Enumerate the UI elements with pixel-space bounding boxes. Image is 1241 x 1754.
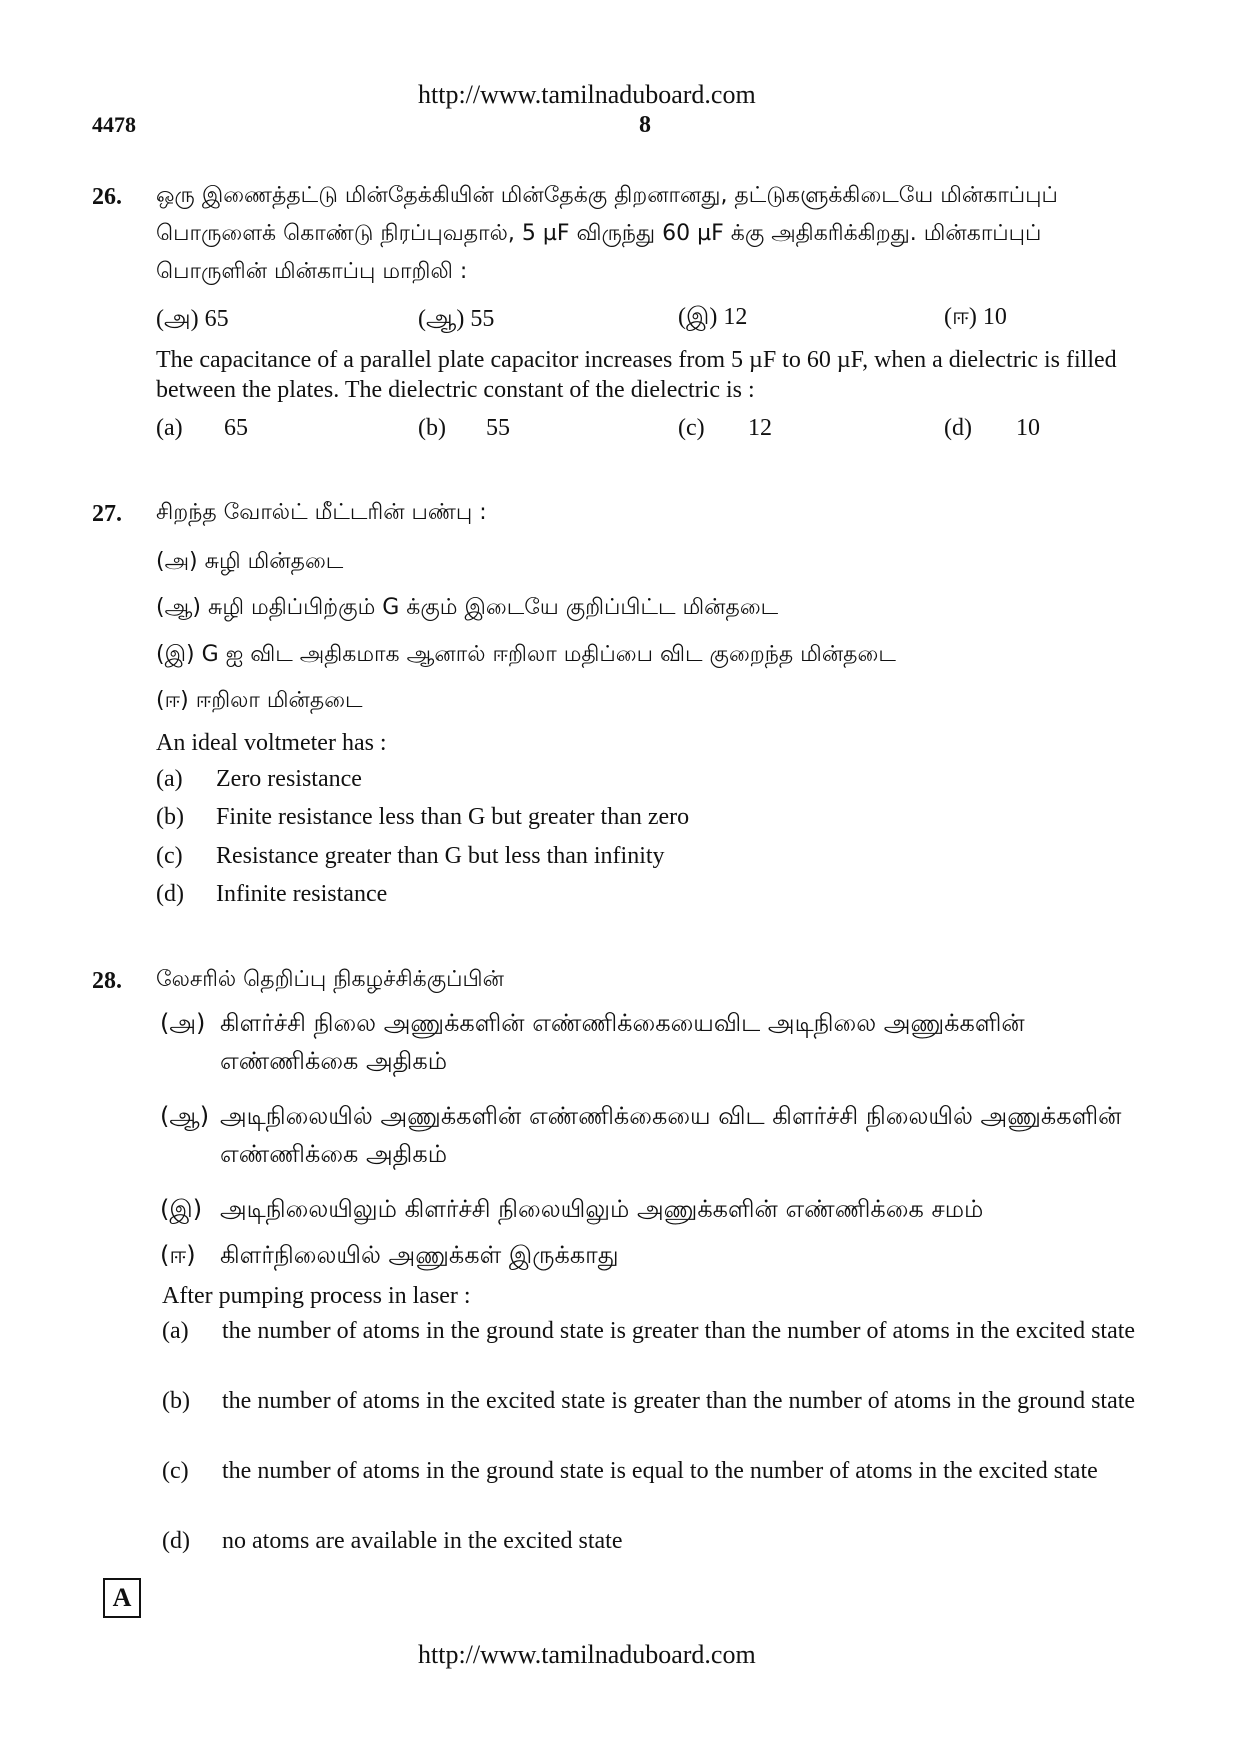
question-tamil-text: லேசரில் தெறிப்பு நிகழச்சிக்குப்பின் (156, 967, 504, 992)
option-english-a (156, 415, 248, 442)
option-label: (ஈ) (156, 688, 189, 713)
option-label: (c) (156, 843, 183, 869)
option-label: (d) (162, 1528, 190, 1554)
option-text: கிளர்நிலையில் அணுக்கள் இருக்காது (220, 1241, 619, 1269)
option-text: the number of atoms in the ground state is greater than the number of atoms in the excited state (222, 1318, 1136, 1344)
option-text: 65 (224, 415, 248, 441)
question-number: 27. (92, 501, 122, 527)
option-english-b (162, 1386, 1152, 1446)
option-text: 10 (982, 304, 1007, 330)
option-label: (c) (678, 415, 705, 441)
option-tamil-3 (678, 304, 747, 333)
paper-code: 4478 (92, 112, 136, 137)
option-label: (a) (156, 415, 183, 441)
option-english-b (418, 415, 510, 442)
option-label: (d) (944, 415, 972, 441)
option-tamil-2 (160, 1097, 1150, 1175)
question-number: 28. (92, 968, 122, 994)
option-tamil-2 (418, 306, 494, 335)
option-label: (அ) (156, 306, 199, 332)
option-text: கிளர்ச்சி நிலை அணுக்களின் எண்ணிக்கையைவிட அடிநிலை அணுக்களின் எண்ணிக்கை அதிகம் (220, 1009, 1025, 1075)
option-text: the number of atoms in the excited state is greater than the number of atoms in the ground state (222, 1388, 1136, 1414)
option-text: Finite resistance less than G but greater than zero (216, 804, 690, 830)
option-label: (இ) (678, 304, 718, 330)
option-english-a (162, 1316, 1152, 1376)
option-label: (ஆ) (160, 1102, 210, 1130)
question-english-text: After pumping process in laser : (162, 1283, 471, 1309)
page-number: 8 (639, 112, 651, 138)
option-label: (b) (418, 415, 446, 441)
option-text: அடிநிலையில் அணுக்களின் எண்ணிக்கையை விட கிளர்ச்சி நிலையில் அணுக்களின் எண்ணிக்கை அதிகம் (220, 1102, 1122, 1168)
option-tamil-2 (156, 589, 778, 627)
option-tamil-4 (944, 304, 1007, 333)
option-label: (ஆ) (418, 306, 465, 332)
option-label: (இ) (160, 1195, 203, 1223)
option-label: (ஆ) (156, 595, 201, 620)
option-text: அடிநிலையிலும் கிளர்ச்சி நிலையிலும் அணுக்களின் எண்ணிக்கை சமம் (220, 1195, 984, 1223)
option-label: (அ) (156, 549, 198, 574)
option-text: 65 (204, 306, 229, 332)
option-english-d (944, 415, 1040, 442)
option-label: (இ) (156, 642, 195, 667)
option-label: (அ) (160, 1009, 206, 1037)
option-text: 12 (723, 304, 748, 330)
option-label: (a) (162, 1318, 189, 1344)
option-english-c (678, 415, 772, 442)
option-tamil-3 (156, 636, 896, 674)
question-english-text: An ideal voltmeter has : (156, 730, 387, 756)
option-label: (d) (156, 881, 184, 907)
option-text: the number of atoms in the ground state is equal to the number of atoms in the excited state (222, 1458, 1098, 1484)
option-english-c (162, 1456, 1152, 1516)
option-text: G ஐ விட அதிகமாக ஆனால் ஈறிலா மதிப்பை விட குறைந்த மின்தடை (201, 642, 896, 667)
header-url: http://www.tamilnaduboard.com (418, 80, 756, 109)
option-text: 55 (470, 306, 495, 332)
option-text: Infinite resistance (216, 881, 388, 907)
option-text: 10 (1016, 415, 1040, 441)
option-tamil-1 (160, 1004, 1150, 1082)
option-text: சுழி மதிப்பிற்கும் G க்கும் இடையே குறிப்பிட்ட மின்தடை (208, 595, 779, 620)
option-label: (b) (162, 1388, 190, 1414)
option-tamil-4 (156, 682, 363, 720)
question-tamil-text: ஒரு இணைத்தட்டு மின்தேக்கியின் மின்தேக்கு திறனானது, தட்டுகளுக்கிடையே மின்காப்புப் பொருளைக் கொண்டு நிரப்புவதால், 5 µF விருந்து 60 µF க்கு அதிகரிக்கிறது. மின்காப்புப் பொருளின் மின்காப்பு மாறிலி : (156, 183, 1058, 284)
option-text: சுழி மின்தடை (204, 549, 344, 574)
question-tamil-text: சிறந்த வோல்ட் மீட்டரின் பண்பு : (156, 500, 487, 525)
option-text: ஈறிலா மின்தடை (195, 688, 363, 713)
option-label: (a) (156, 766, 183, 792)
option-text: no atoms are available in the excited state (222, 1528, 623, 1554)
option-label: (ஈ) (160, 1241, 196, 1269)
version-box: A (103, 1578, 141, 1618)
option-label: (ஈ) (944, 304, 977, 330)
option-text: 55 (486, 415, 510, 441)
option-text: Zero resistance (216, 766, 362, 792)
option-tamil-1 (156, 306, 229, 335)
question-number: 26. (92, 184, 122, 210)
option-text: Resistance greater than G but less than infinity (216, 843, 665, 869)
question-english-text: The capacitance of a parallel plate capacitor increases from 5 µF to 60 µF, when a dielectric is filled between the plates. The dielectric constant of the dielectric is : (156, 347, 1117, 403)
option-text: 12 (748, 415, 772, 441)
option-label: (b) (156, 804, 184, 830)
option-tamil-1 (156, 543, 343, 581)
footer-url: http://www.tamilnaduboard.com (418, 1640, 756, 1669)
option-label: (c) (162, 1458, 189, 1484)
